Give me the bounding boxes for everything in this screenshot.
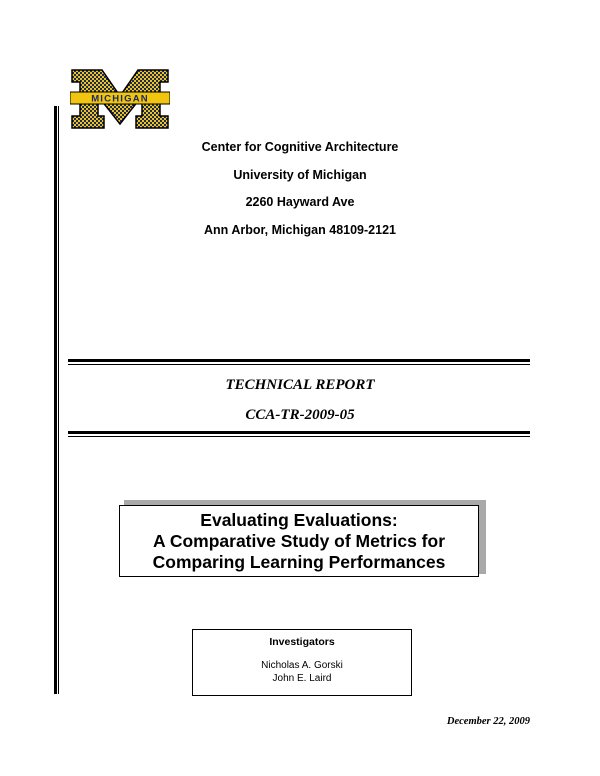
title-line-3: Comparing Learning Performances — [152, 551, 446, 572]
report-number: CCA-TR-2009-05 — [245, 407, 355, 423]
center-name: Center for Cognitive Architecture — [201, 140, 399, 154]
left-vertical-rule-thin — [58, 106, 59, 694]
top-rule-thick — [68, 359, 530, 362]
title-line-2: A Comparative Study of Metrics for — [152, 530, 446, 551]
bottom-rule-thick — [68, 431, 530, 434]
bottom-rule-thin — [68, 436, 530, 437]
street-address: 2260 Hayward Ave — [245, 195, 355, 209]
city-address: Ann Arbor, Michigan 48109-2121 — [204, 223, 396, 237]
top-rule-thin — [68, 364, 530, 365]
report-type: TECHNICAL REPORT — [225, 377, 375, 393]
title-line-1: Evaluating Evaluations: — [200, 509, 398, 530]
title-box — [119, 505, 479, 577]
investigator-name: Nicholas A. Gorski — [261, 660, 343, 671]
block-m-icon — [70, 68, 170, 130]
investigators-heading: Investigators — [269, 636, 335, 648]
investigator-name: John E. Laird — [272, 673, 332, 684]
report-date: December 22, 2009 — [446, 716, 530, 727]
left-vertical-rule — [54, 106, 57, 694]
logo-wordmark: MICHIGAN — [91, 93, 149, 105]
investigators-box — [192, 629, 412, 696]
university-logo — [70, 68, 170, 130]
university-name: University of Michigan — [233, 168, 367, 182]
